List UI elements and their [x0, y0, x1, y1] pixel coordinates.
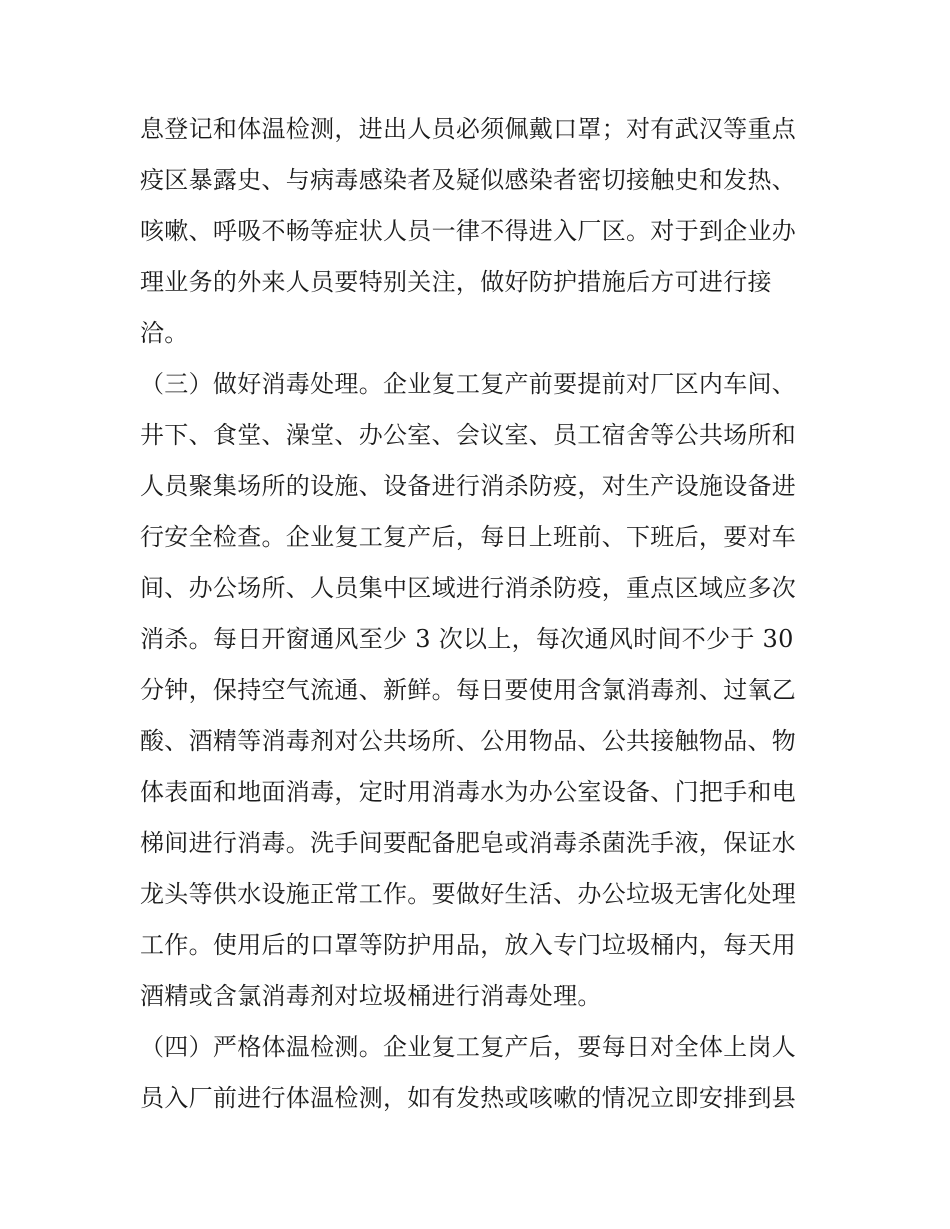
text-line: 梯间进行消毒。洗手间要配备肥皂或消毒杀菌洗手液，保证水 — [140, 829, 797, 857]
text-line: 理业务的外来人员要特别关注，做好防护措施后方可进行接 — [140, 268, 772, 296]
document-body — [140, 104, 830, 1124]
text-line: 工作。使用后的口罩等防护用品，放入专门垃圾桶内，每天用 — [140, 931, 797, 959]
text-line: 消杀。每日开窗通风至少 3 次以上，每次通风时间不少于 30 — [140, 625, 794, 653]
text-line: 洽。 — [140, 319, 189, 347]
text-line: 咳嗽、呼吸不畅等症状人员一律不得进入厂区。对于到企业办 — [140, 217, 797, 245]
text-line: 井下、食堂、澡堂、办公室、会议室、员工宿舍等公共场所和 — [140, 421, 797, 449]
text-line: 息登记和体温检测，进出人员必须佩戴口罩；对有武汉等重点 — [140, 115, 797, 143]
text-line: 行安全检查。企业复工复产后，每日上班前、下班后，要对车 — [140, 523, 797, 551]
text-line: 龙头等供水设施正常工作。要做好生活、办公垃圾无害化处理 — [140, 880, 797, 908]
text-line: 人员聚集场所的设施、设备进行消杀防疫，对生产设施设备进 — [140, 472, 797, 500]
text-line: （三）做好消毒处理。企业复工复产前要提前对厂区内车间、 — [140, 370, 797, 398]
text-line: 员入厂前进行体温检测，如有发热或咳嗽的情况立即安排到县 — [140, 1084, 797, 1112]
text-line: （四）严格体温检测。企业复工复产后，要每日对全体上岗人 — [140, 1033, 797, 1061]
text-line: 体表面和地面消毒，定时用消毒水为办公室设备、门把手和电 — [140, 778, 797, 806]
text-line: 酸、酒精等消毒剂对公共场所、公用物品、公共接触物品、物 — [140, 727, 797, 755]
text-line: 分钟，保持空气流通、新鲜。每日要使用含氯消毒剂、过氧乙 — [140, 676, 797, 704]
text-line: 疫区暴露史、与病毒感染者及疑似感染者密切接触史和发热、 — [140, 166, 797, 194]
text-line: 酒精或含氯消毒剂对垃圾桶进行消毒处理。 — [140, 982, 602, 1010]
text-line: 间、办公场所、人员集中区域进行消杀防疫，重点区域应多次 — [140, 574, 797, 602]
